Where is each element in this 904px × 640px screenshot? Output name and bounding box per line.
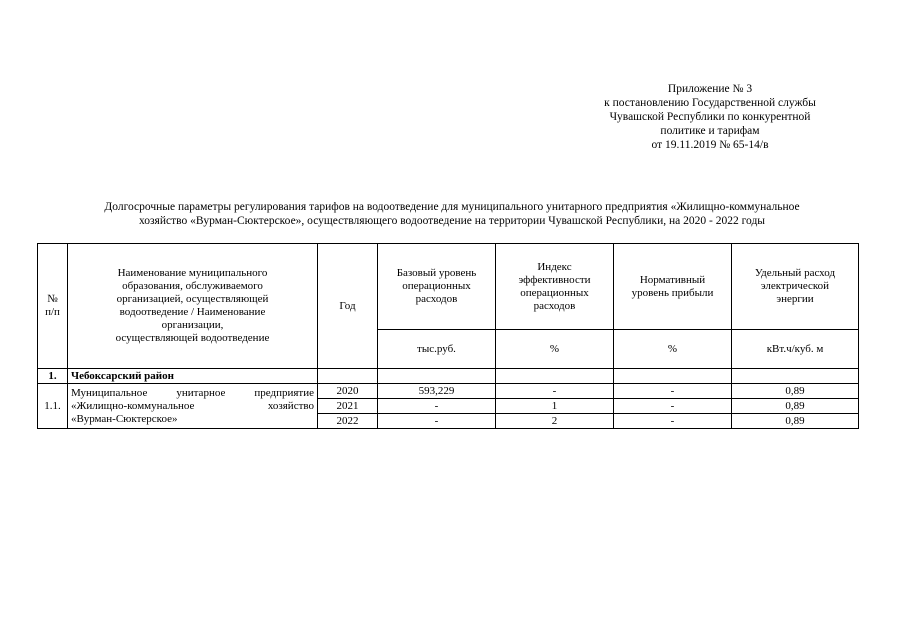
document-title-line: хозяйство «Вурман-Сюктерское», осуществляющего водоотведение на территории Чувашской Республики, на 2020 - 2022 годы [138, 215, 766, 227]
row-energy-consumption: 0,89 [732, 384, 859, 399]
row-efficiency-index: 2 [496, 414, 614, 429]
appendix-line: Чувашской Республики по конкурентной [609, 111, 811, 123]
tariff-parameters-table [37, 243, 859, 429]
header-efficiency-index: Индекс эффективности операционных расходов [496, 244, 614, 330]
unit-base-cost: тыс.руб. [378, 330, 496, 369]
appendix-line: от 19.11.2019 № 65-14/в [651, 139, 769, 151]
section-row [38, 369, 859, 384]
table-row [38, 384, 859, 399]
header-energy-consumption: Удельный расход электрической энергии [732, 244, 859, 330]
row-year: 2021 [318, 399, 378, 414]
row-profit-level: - [614, 399, 732, 414]
header-num: № п/п [38, 244, 68, 369]
org-num: 1.1. [38, 384, 68, 429]
row-base-cost: - [378, 414, 496, 429]
row-year: 2022 [318, 414, 378, 429]
row-profit-level: - [614, 384, 732, 399]
section-name: Чебоксарский район [68, 369, 318, 384]
row-energy-consumption: 0,89 [732, 414, 859, 429]
row-efficiency-index: - [496, 384, 614, 399]
document-title [40, 200, 864, 228]
unit-energy-consumption: кВт.ч/куб. м [732, 330, 859, 369]
document-title-line: Долгосрочные параметры регулирования тарифов на водоотведение для муниципального унитарного предприятия «Жилищно-коммунальное [104, 201, 800, 213]
header-name: Наименование муниципального образования, обслуживаемого организацией, осуществляющей водоотведение / Наименование организации, осуществляющей водоотведение [68, 244, 318, 369]
row-energy-consumption: 0,89 [732, 399, 859, 414]
row-base-cost: 593,229 [378, 384, 496, 399]
appendix-line: Приложение № 3 [667, 83, 753, 95]
row-efficiency-index: 1 [496, 399, 614, 414]
row-profit-level: - [614, 414, 732, 429]
section-num: 1. [38, 369, 68, 384]
org-name: Муниципальное унитарное предприятие «Жилищно-коммунальное хозяйство «Вурман-Сюктерское» [68, 384, 318, 429]
appendix-line: к постановлению Государственной службы [604, 97, 816, 109]
appendix-header [560, 82, 860, 152]
header-year: Год [318, 244, 378, 369]
header-row [38, 244, 859, 330]
unit-efficiency-index: % [496, 330, 614, 369]
header-profit-level: Нормативный уровень прибыли [614, 244, 732, 330]
row-base-cost: - [378, 399, 496, 414]
unit-profit-level: % [614, 330, 732, 369]
header-base-cost: Базовый уровень операционных расходов [378, 244, 496, 330]
row-year: 2020 [318, 384, 378, 399]
appendix-line: политике и тарифам [660, 125, 760, 137]
